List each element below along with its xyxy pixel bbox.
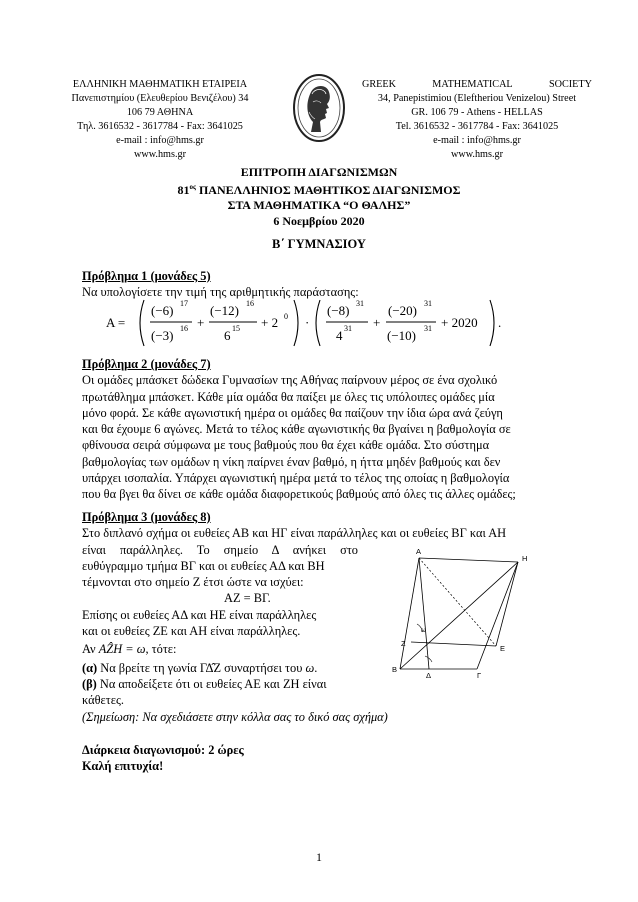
problem-2-line-7: υπάρχει ισοπαλία. Υπάρχει αγωνιστική ημέρα μετά το τέλος της οποίας η βαθμολογία bbox=[82, 471, 510, 486]
footer bbox=[82, 742, 570, 775]
problem-3-line-6: και οι ευθείες ΖΕ και ΑΗ είναι παράλληλες. bbox=[82, 624, 301, 639]
competition-date: 6 Νοεμβρίου 2020 bbox=[273, 213, 365, 228]
competition-title bbox=[0, 165, 638, 229]
problem-2-line-1: Οι ομάδες μπάσκετ δώδεκα Γυμνασίων της Αθήνας παίρνουν μέρος σε ένα σχολικό bbox=[82, 373, 498, 388]
problem-1-heading: Πρόβλημα 1 (μονάδες 5) bbox=[82, 269, 211, 283]
svg-text:31: 31 bbox=[344, 324, 352, 333]
problem-2-line-3: μόνο φορά. Σε κάθε αγωνιστική ημέρα οι ομάδες θα παίζουν την ίδια ώρα ανά ζεύγη bbox=[82, 405, 503, 420]
competition-subtitle: ΣΤΑ ΜΑΘΗΜΑΤΙΚΑ “Ο ΘΑΛΗΣ” bbox=[227, 198, 411, 213]
svg-text:.: . bbox=[498, 315, 502, 330]
label-omega: ω bbox=[421, 628, 426, 634]
problem-3-line-4: τέμνονται στο σημείο Ζ έτσι ώστε να ισχύει: bbox=[82, 575, 304, 590]
grade-heading: Β΄ ΓΥΜΝΑΣΙΟΥ bbox=[272, 237, 366, 251]
society-name-word-3: SOCIETY bbox=[548, 79, 592, 90]
website-gr: www.hms.gr bbox=[134, 149, 186, 160]
problem-2 bbox=[82, 356, 570, 503]
problem-2-line-4: και θα έχουμε 6 αγώνες. Μετά το τέλος κάθε αγωνιστικής θα βγαίνει η βαθμολογία σε bbox=[82, 422, 511, 437]
problem-3-part-a: (α) Να βρείτε τη γωνία ΓΔ̂Ζ συναρτήσει του ω. bbox=[82, 660, 318, 675]
email-en: e-mail : info@hms.gr bbox=[433, 135, 521, 146]
formula-lhs: A = bbox=[106, 315, 126, 330]
problem-3-line-2: είναι παράλληλες. Το σημείο Δ ανήκει στο bbox=[82, 542, 358, 557]
svg-text:15: 15 bbox=[232, 324, 240, 333]
phone-en: Tel. 3616532 - 3617784 - Fax: 3641025 bbox=[395, 121, 559, 132]
society-name-word-1: GREEK bbox=[362, 79, 396, 90]
address-gr: Πανεπιστημίου (Ελευθερίου Βενιζέλου) 34 bbox=[71, 93, 249, 104]
label-H: Η bbox=[522, 554, 528, 563]
problem-3-line-1: Στο διπλανό σχήμα οι ευθείες ΑΒ και ΗΓ είναι παράλληλες και οι ευθείες ΒΓ και ΑΗ bbox=[82, 526, 507, 541]
svg-text:·: · bbox=[305, 315, 310, 330]
svg-text:+: + bbox=[197, 315, 205, 330]
problem-3-equation: ΑΖ = ΒΓ. bbox=[224, 591, 271, 606]
term2-numerator: (−12) bbox=[210, 303, 239, 318]
label-Z: Ζ bbox=[401, 639, 406, 648]
good-luck: Καλή επιτυχία! bbox=[82, 759, 164, 774]
duration: Διάρκεια διαγωνισμού: 2 ώρες bbox=[82, 743, 244, 757]
label-E: Ε bbox=[500, 644, 506, 653]
competition-name: $81^{o\varsigma}$ ΠΑΝΕΛΛΗΝΙΟΣ ΜΑΘΗΤΙΚΟΣ ΔΙΑΓΩΝΙΣΜΟΣ bbox=[177, 183, 461, 198]
term1-numerator: (−6) bbox=[151, 303, 174, 318]
problem-3-note: (Σημείωση: Να σχεδιάσετε στην κόλλα σας το δικό σας σχήμα) bbox=[82, 709, 388, 724]
svg-text:31: 31 bbox=[424, 324, 432, 333]
problem-2-line-8: που θα βγει θα δίνει σε κάθε ομάδα διαφορετικούς βαθμούς από όλες τις άλλες ομάδες; bbox=[82, 487, 516, 502]
problem-1-formula bbox=[106, 296, 566, 350]
postcode-en: GR. 106 79 - Athens - HELLAS bbox=[411, 107, 543, 118]
term3: + 2 bbox=[261, 315, 279, 330]
label-A: Α bbox=[416, 547, 422, 556]
problem-1-text: Να υπολογίσετε την τιμή της αριθμητικής παράστασης: bbox=[82, 285, 359, 300]
society-name-en bbox=[362, 78, 592, 92]
term4-numerator: (−8) bbox=[327, 303, 350, 318]
svg-text:17: 17 bbox=[180, 299, 188, 308]
problem-3-heading: Πρόβλημα 3 (μονάδες 8) bbox=[82, 510, 211, 524]
problem-2-line-2: πρωτάθλημα μπάσκετ. Κάθε μία ομάδα θα παίξει με όλες τις υπόλοιπες ομάδες μία bbox=[82, 389, 495, 404]
page-number: 1 bbox=[316, 850, 322, 864]
header-right bbox=[362, 78, 592, 162]
website-en: www.hms.gr bbox=[451, 149, 503, 160]
phone-gr: Τηλ. 3616532 - 3617784 - Fax: 3641025 bbox=[77, 121, 243, 132]
svg-text:0: 0 bbox=[284, 312, 288, 321]
email-gr: e-mail : info@hms.gr bbox=[116, 135, 204, 146]
committee-title: ΕΠΙΤΡΟΠΗ ΔΙΑΓΩΝΙΣΜΩΝ bbox=[240, 165, 398, 179]
geometry-figure bbox=[362, 546, 562, 680]
problem-3-part-b: (β) Να αποδείξετε ότι οι ευθείες ΑΕ και ΖΗ είναι bbox=[82, 676, 327, 691]
label-D: Δ bbox=[426, 671, 432, 680]
label-G: Γ bbox=[477, 671, 482, 680]
problem-2-heading: Πρόβλημα 2 (μονάδες 7) bbox=[82, 357, 211, 371]
problem-3-line-5: Επίσης οι ευθείες ΑΔ και ΗΕ είναι παράλληλες bbox=[82, 607, 317, 622]
svg-text:16: 16 bbox=[246, 299, 254, 308]
problem-3-part-b-cont: κάθετες. bbox=[82, 693, 124, 708]
postcode-gr: 106 79 ΑΘΗΝΑ bbox=[126, 107, 194, 118]
society-name-word-2: MATHEMATICAL bbox=[432, 79, 513, 90]
header-left bbox=[45, 78, 275, 162]
term2-denominator: 6 bbox=[224, 328, 231, 343]
society-logo bbox=[291, 72, 347, 144]
term4-denominator: 4 bbox=[336, 328, 343, 343]
problem-2-line-5: φθίνουσα σειρά σύμφωνα με τους βαθμούς που θα έχει κάθε ομάδα. Στο σύστημα bbox=[82, 438, 490, 453]
society-name-gr: ΕΛΛΗΝΙΚΗ ΜΑΘΗΜΑΤΙΚΗ ΕΤΑΙΡΕΙΑ bbox=[72, 79, 248, 90]
svg-text:31: 31 bbox=[424, 299, 432, 308]
svg-text:+: + bbox=[373, 315, 381, 330]
address-en: 34, Panepistimiou (Εleftheriou Venizelou) Street bbox=[377, 93, 577, 104]
problem-3-line-7: Αν ΑẐΗ = ω, τότε: bbox=[82, 642, 177, 657]
term5-denominator: (−10) bbox=[387, 328, 416, 343]
term5-numerator: (−20) bbox=[388, 303, 417, 318]
problem-3-line-3: ευθύγραμμο τμήμα ΒΓ και οι ευθείες ΑΔ και ΒΗ bbox=[82, 558, 325, 573]
svg-text:16: 16 bbox=[180, 324, 188, 333]
problem-2-line-6: βαθμολογίας των ομάδων η νίκη παίρνει έναν βαθμό, η ήττα μηδέν βαθμούς και δεν bbox=[82, 454, 501, 469]
term6: + 2020 bbox=[441, 315, 478, 330]
term1-denominator: (−3) bbox=[151, 328, 174, 343]
svg-text:31: 31 bbox=[356, 299, 364, 308]
label-B: Β bbox=[392, 665, 398, 674]
